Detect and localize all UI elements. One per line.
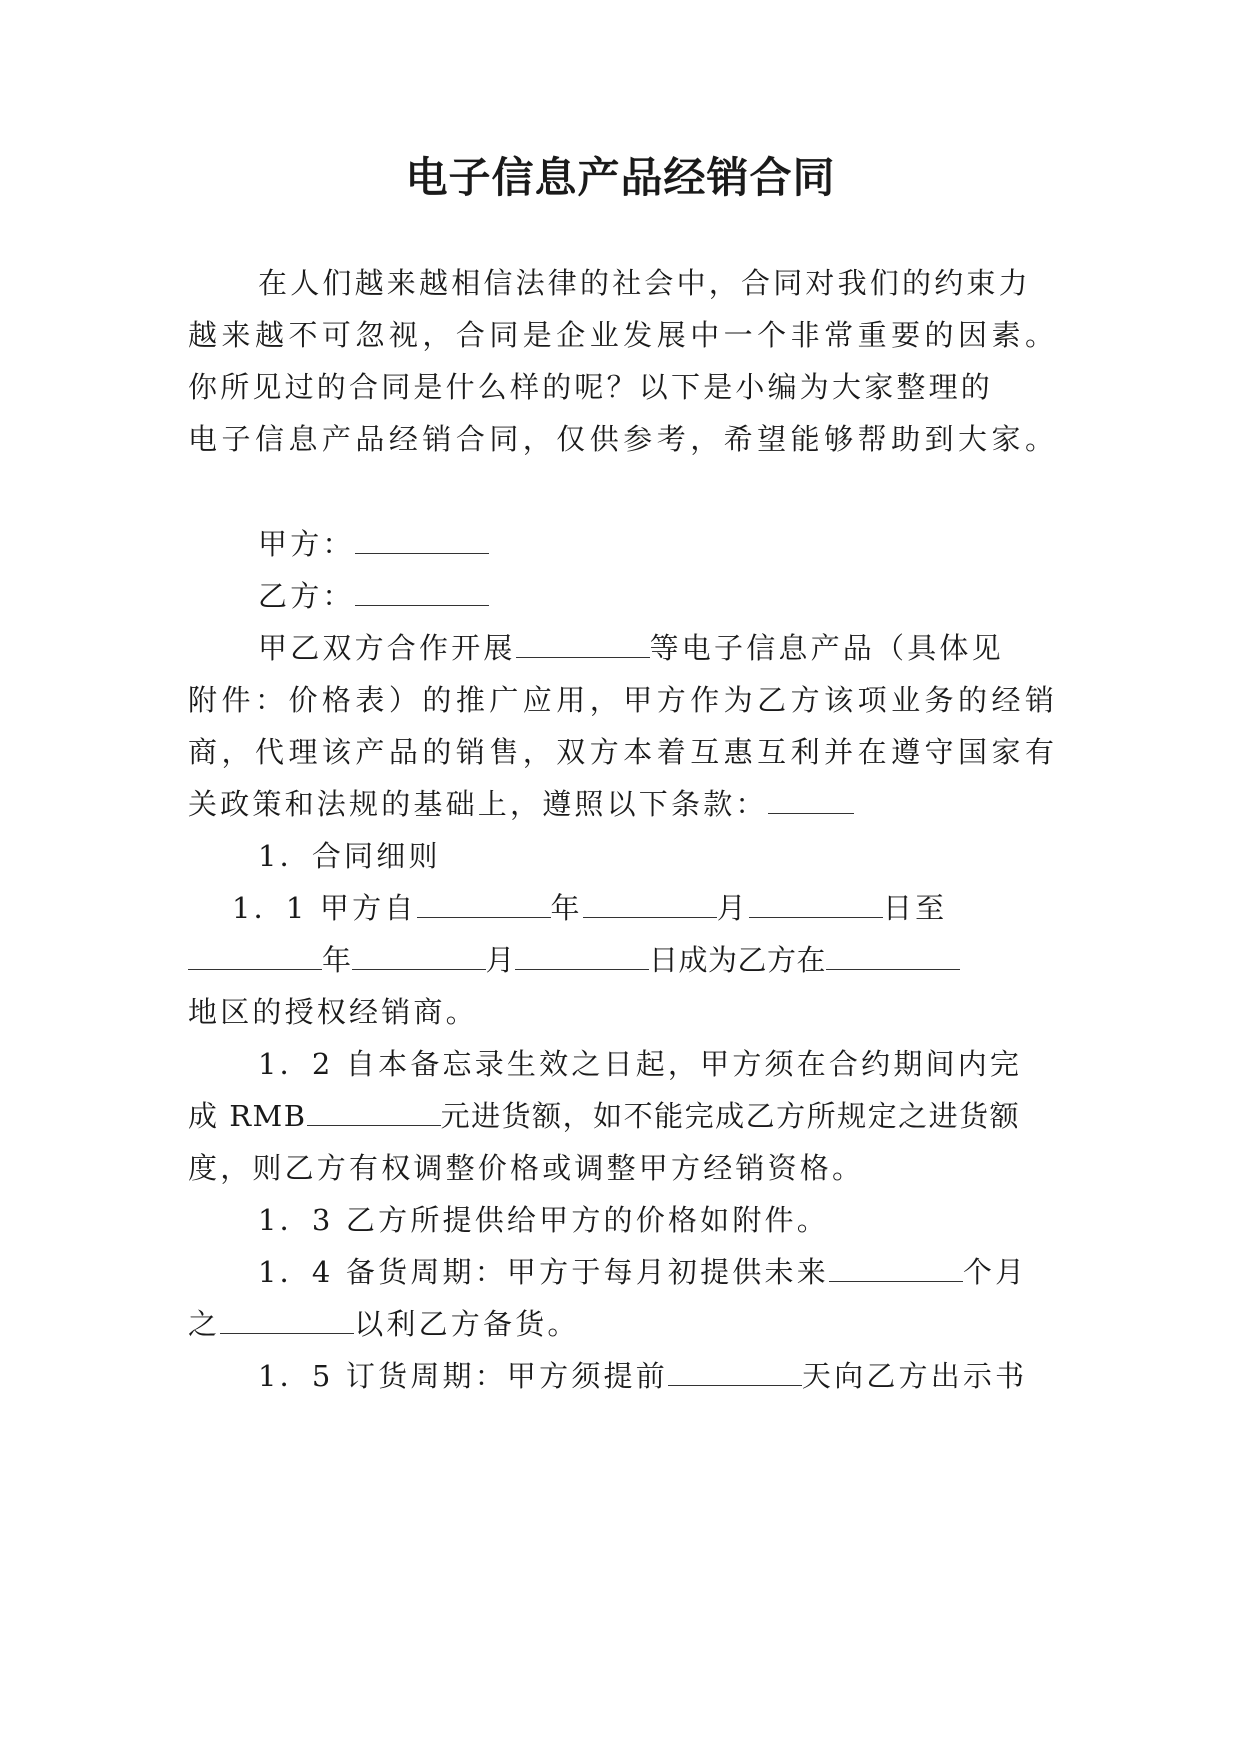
preamble-line-3: 商，代理该产品的销售，双方本着互惠互利并在遵守国家有	[188, 735, 1054, 769]
clause-text: 年	[322, 943, 352, 977]
clause-text: 日成为乙方在	[649, 943, 827, 977]
preamble-text: 关政策和法规的基础上，遵照以下条款：	[188, 787, 768, 821]
party-b-blank	[355, 581, 489, 606]
party-b-label: 乙方：	[258, 579, 355, 613]
clause-1-4-line-2	[188, 1304, 1054, 1344]
clause-text: 1．4 备货周期：甲方于每月初提供未来	[258, 1255, 829, 1289]
clause-text: 成 RMB	[188, 1099, 307, 1133]
clause-1-2-line-3: 度，则乙方有权调整价格或调整甲方经销资格。	[188, 1151, 865, 1185]
intro-line-2: 越来越不可忽视，合同是企业发展中一个非常重要的因素。	[188, 318, 1054, 352]
clause-1-1-line-1	[232, 888, 1054, 928]
forecast-blank	[220, 1309, 354, 1334]
preamble-line-2: 附件：价格表）的推广应用，甲方作为乙方该项业务的经销	[188, 683, 1054, 717]
intro-line-1: 在人们越来越相信法律的社会中，合同对我们的约束力	[258, 266, 1031, 300]
clause-1-2-line-1: 1．2 自本备忘录生效之日起，甲方须在合约期间内完	[258, 1047, 1023, 1081]
clause-text: 天向乙方出示书	[801, 1359, 1028, 1393]
end-day-blank	[515, 945, 649, 970]
document-title: 电子信息产品经销合同	[405, 153, 836, 202]
preamble-text: 等电子信息产品（具体见	[649, 631, 1004, 665]
clause-1-1-line-3: 地区的授权经销商。	[188, 995, 478, 1029]
region-blank	[826, 945, 960, 970]
preamble-line-1	[258, 628, 1054, 668]
clause-text: 个月	[962, 1255, 1028, 1289]
end-year-blank	[188, 945, 322, 970]
clause-text: 1．1 甲方自	[232, 891, 417, 925]
terms-blank	[768, 789, 854, 814]
party-b-line	[258, 576, 1054, 616]
clause-text: 元进货额，如不能完成乙方所规定之进货额	[440, 1099, 1021, 1133]
clause-1-1-line-2	[188, 940, 1054, 980]
intro-line-3: 你所见过的合同是什么样的呢？以下是小编为大家整理的	[188, 370, 994, 404]
clause-1-5-line-1	[258, 1356, 1054, 1396]
start-day-blank	[749, 893, 883, 918]
start-month-blank	[583, 893, 717, 918]
section-1-heading: 1．合同细则	[258, 839, 441, 873]
clause-text: 月	[485, 943, 516, 977]
intro-line-4: 电子信息产品经销合同，仅供参考，希望能够帮助到大家。	[188, 422, 1054, 456]
clause-text: 月	[716, 891, 749, 925]
clause-1-2-line-2	[188, 1096, 1054, 1136]
clause-text: 年	[550, 891, 583, 925]
preamble-text: 甲乙双方合作开展	[258, 631, 516, 665]
party-a-blank	[355, 529, 489, 554]
clause-text: 之	[188, 1307, 221, 1341]
amount-blank	[307, 1101, 441, 1126]
party-a-label: 甲方：	[258, 527, 355, 561]
clause-text: 1．5 订货周期：甲方须提前	[258, 1359, 668, 1393]
days-blank	[668, 1361, 802, 1386]
clause-text: 以利乙方备货。	[354, 1307, 580, 1341]
end-month-blank	[352, 945, 486, 970]
party-a-line	[258, 524, 1054, 564]
months-blank	[829, 1257, 963, 1282]
clause-text: 日至	[882, 891, 948, 925]
clause-1-4-line-1	[258, 1252, 1054, 1292]
preamble-line-4	[188, 784, 1054, 824]
product-blank	[516, 633, 650, 658]
start-year-blank	[417, 893, 551, 918]
clause-1-3: 1．3 乙方所提供给甲方的价格如附件。	[258, 1203, 829, 1237]
